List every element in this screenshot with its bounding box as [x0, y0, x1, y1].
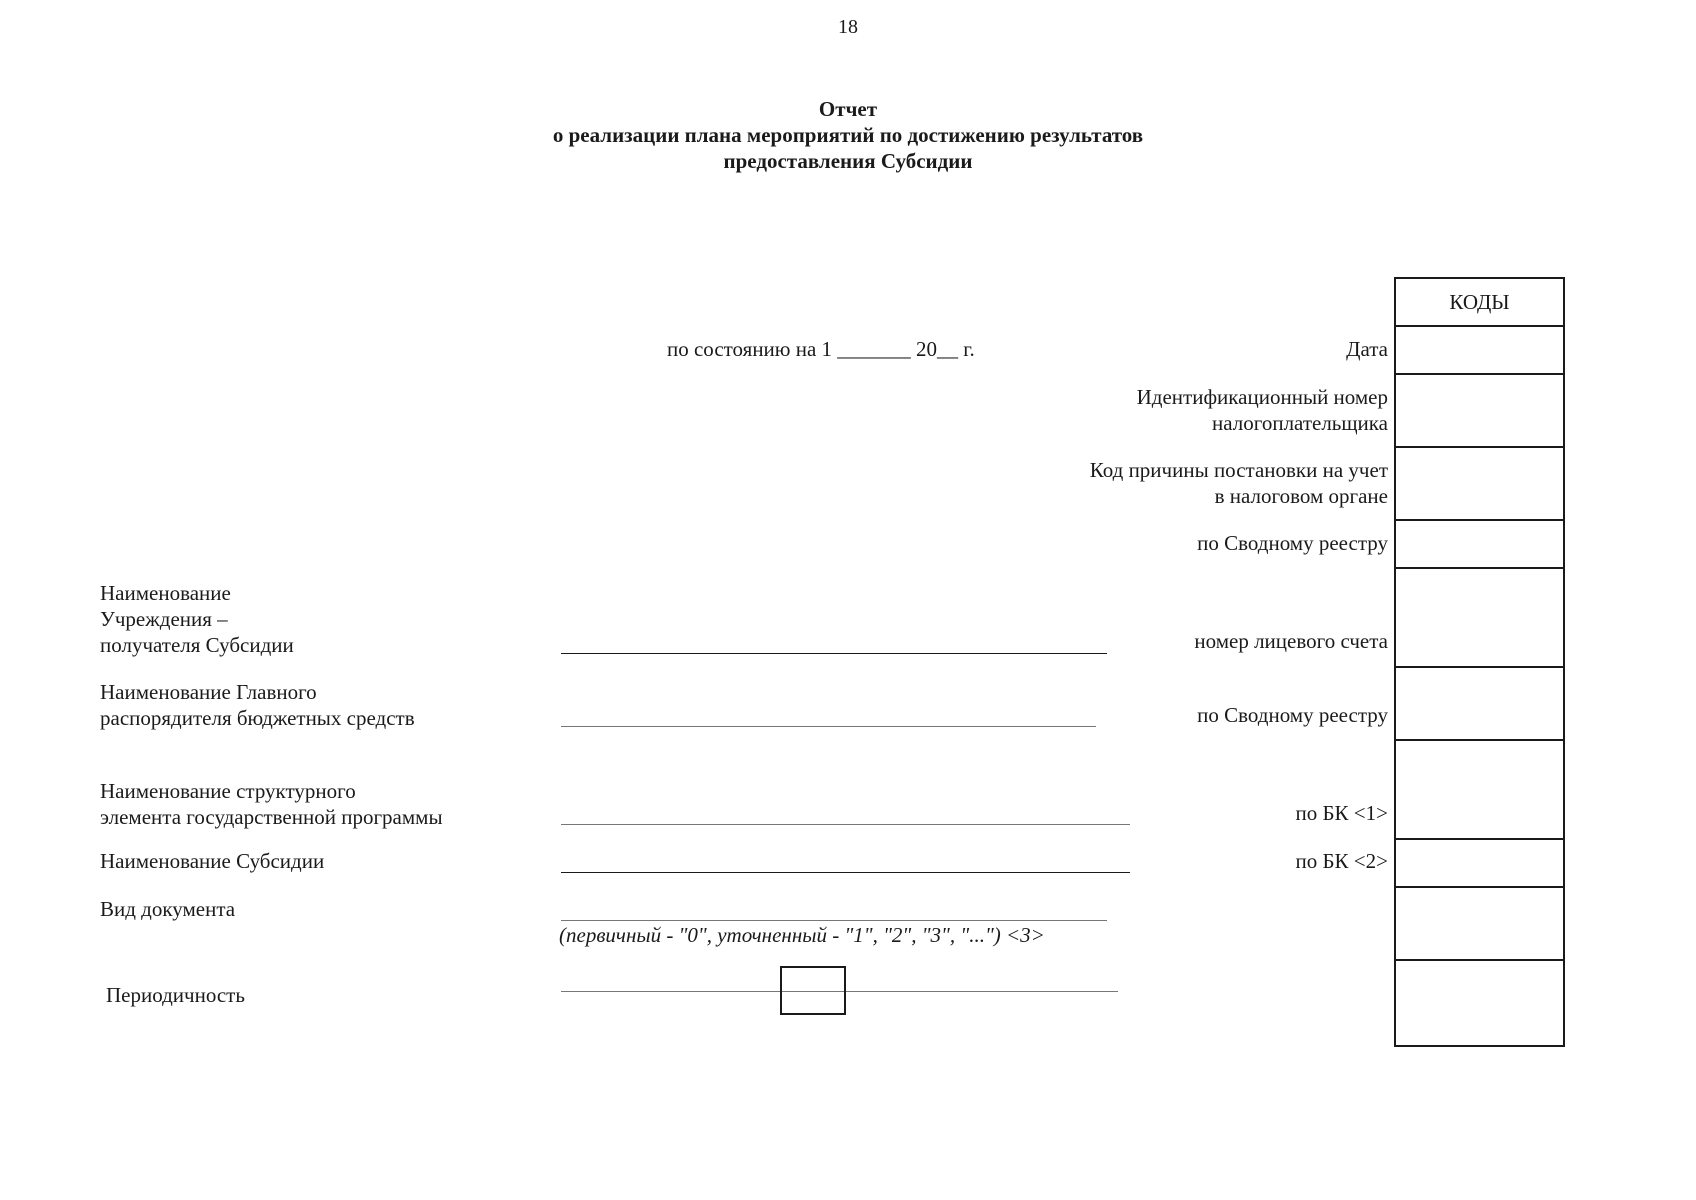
- code-cell-inn[interactable]: [1394, 373, 1565, 448]
- label-kpp: [1090, 457, 1388, 509]
- label-inn: [1137, 384, 1388, 436]
- doc-type-hint: (первичный - "0", уточненный - "1", "2", "3", "...") <3>: [559, 923, 1045, 947]
- as-of-date-line: по состоянию на 1 _______ 20__ г.: [667, 337, 975, 361]
- doc-type-line[interactable]: [561, 920, 1107, 921]
- label-registry-2: по Сводному реестру: [1197, 703, 1388, 727]
- title-line-3: предоставления Субсидии: [723, 149, 973, 173]
- title-line-2: о реализации плана мероприятий по достижению результатов: [552, 123, 1144, 147]
- code-cell-account[interactable]: [1394, 567, 1565, 668]
- label-doc-type: Вид документа: [100, 897, 236, 921]
- label-inn-line-1: Идентификационный номер: [1136, 385, 1388, 409]
- label-account-number: номер лицевого счета: [1194, 629, 1388, 653]
- label-program-line-2: элемента государственной программы: [100, 805, 443, 829]
- code-cell-kpp[interactable]: [1394, 446, 1565, 521]
- label-inn-line-2: налогоплательщика: [1212, 411, 1388, 435]
- codes-header: КОДЫ: [1394, 277, 1565, 327]
- subsidy-name-line[interactable]: [561, 872, 1130, 873]
- label-bk-2: по БК <2>: [1295, 849, 1388, 873]
- code-cell-registry-1[interactable]: [1394, 519, 1565, 569]
- label-date: Дата: [1346, 337, 1388, 361]
- label-registry-1: по Сводному реестру: [1197, 531, 1388, 555]
- label-institution: [100, 580, 294, 658]
- label-institution-line-1: Наименование: [100, 581, 231, 605]
- code-cell-bk-1[interactable]: [1394, 739, 1565, 840]
- label-program-line-1: Наименование структурного: [100, 779, 356, 803]
- code-cell-bk-2[interactable]: [1394, 838, 1565, 888]
- label-bk-1: по БК <1>: [1295, 801, 1388, 825]
- title-line-1: Отчет: [818, 97, 878, 121]
- program-element-line[interactable]: [561, 824, 1130, 825]
- code-cell-doc-type[interactable]: [1394, 886, 1565, 961]
- code-cell-registry-2[interactable]: [1394, 666, 1565, 741]
- grbs-name-line[interactable]: [561, 726, 1096, 727]
- label-institution-line-2: Учреждения –: [100, 607, 228, 631]
- label-kpp-line-2: в налоговом органе: [1214, 484, 1388, 508]
- page-number: 18: [838, 16, 858, 38]
- code-cell-date[interactable]: [1394, 325, 1565, 375]
- label-grbs: [100, 679, 415, 731]
- label-periodicity: Периодичность: [106, 983, 245, 1007]
- label-grbs-line-2: распорядителя бюджетных средств: [100, 706, 415, 730]
- institution-name-line[interactable]: [561, 653, 1107, 654]
- label-program-element: [100, 778, 443, 830]
- label-grbs-line-1: Наименование Главного: [100, 680, 317, 704]
- periodicity-box[interactable]: [780, 966, 846, 1015]
- document-title: [0, 96, 1696, 174]
- label-subsidy: Наименование Субсидии: [100, 849, 325, 873]
- code-cell-periodicity[interactable]: [1394, 959, 1565, 1047]
- label-institution-line-3: получателя Субсидии: [100, 633, 294, 657]
- label-kpp-line-1: Код причины постановки на учет: [1089, 458, 1388, 482]
